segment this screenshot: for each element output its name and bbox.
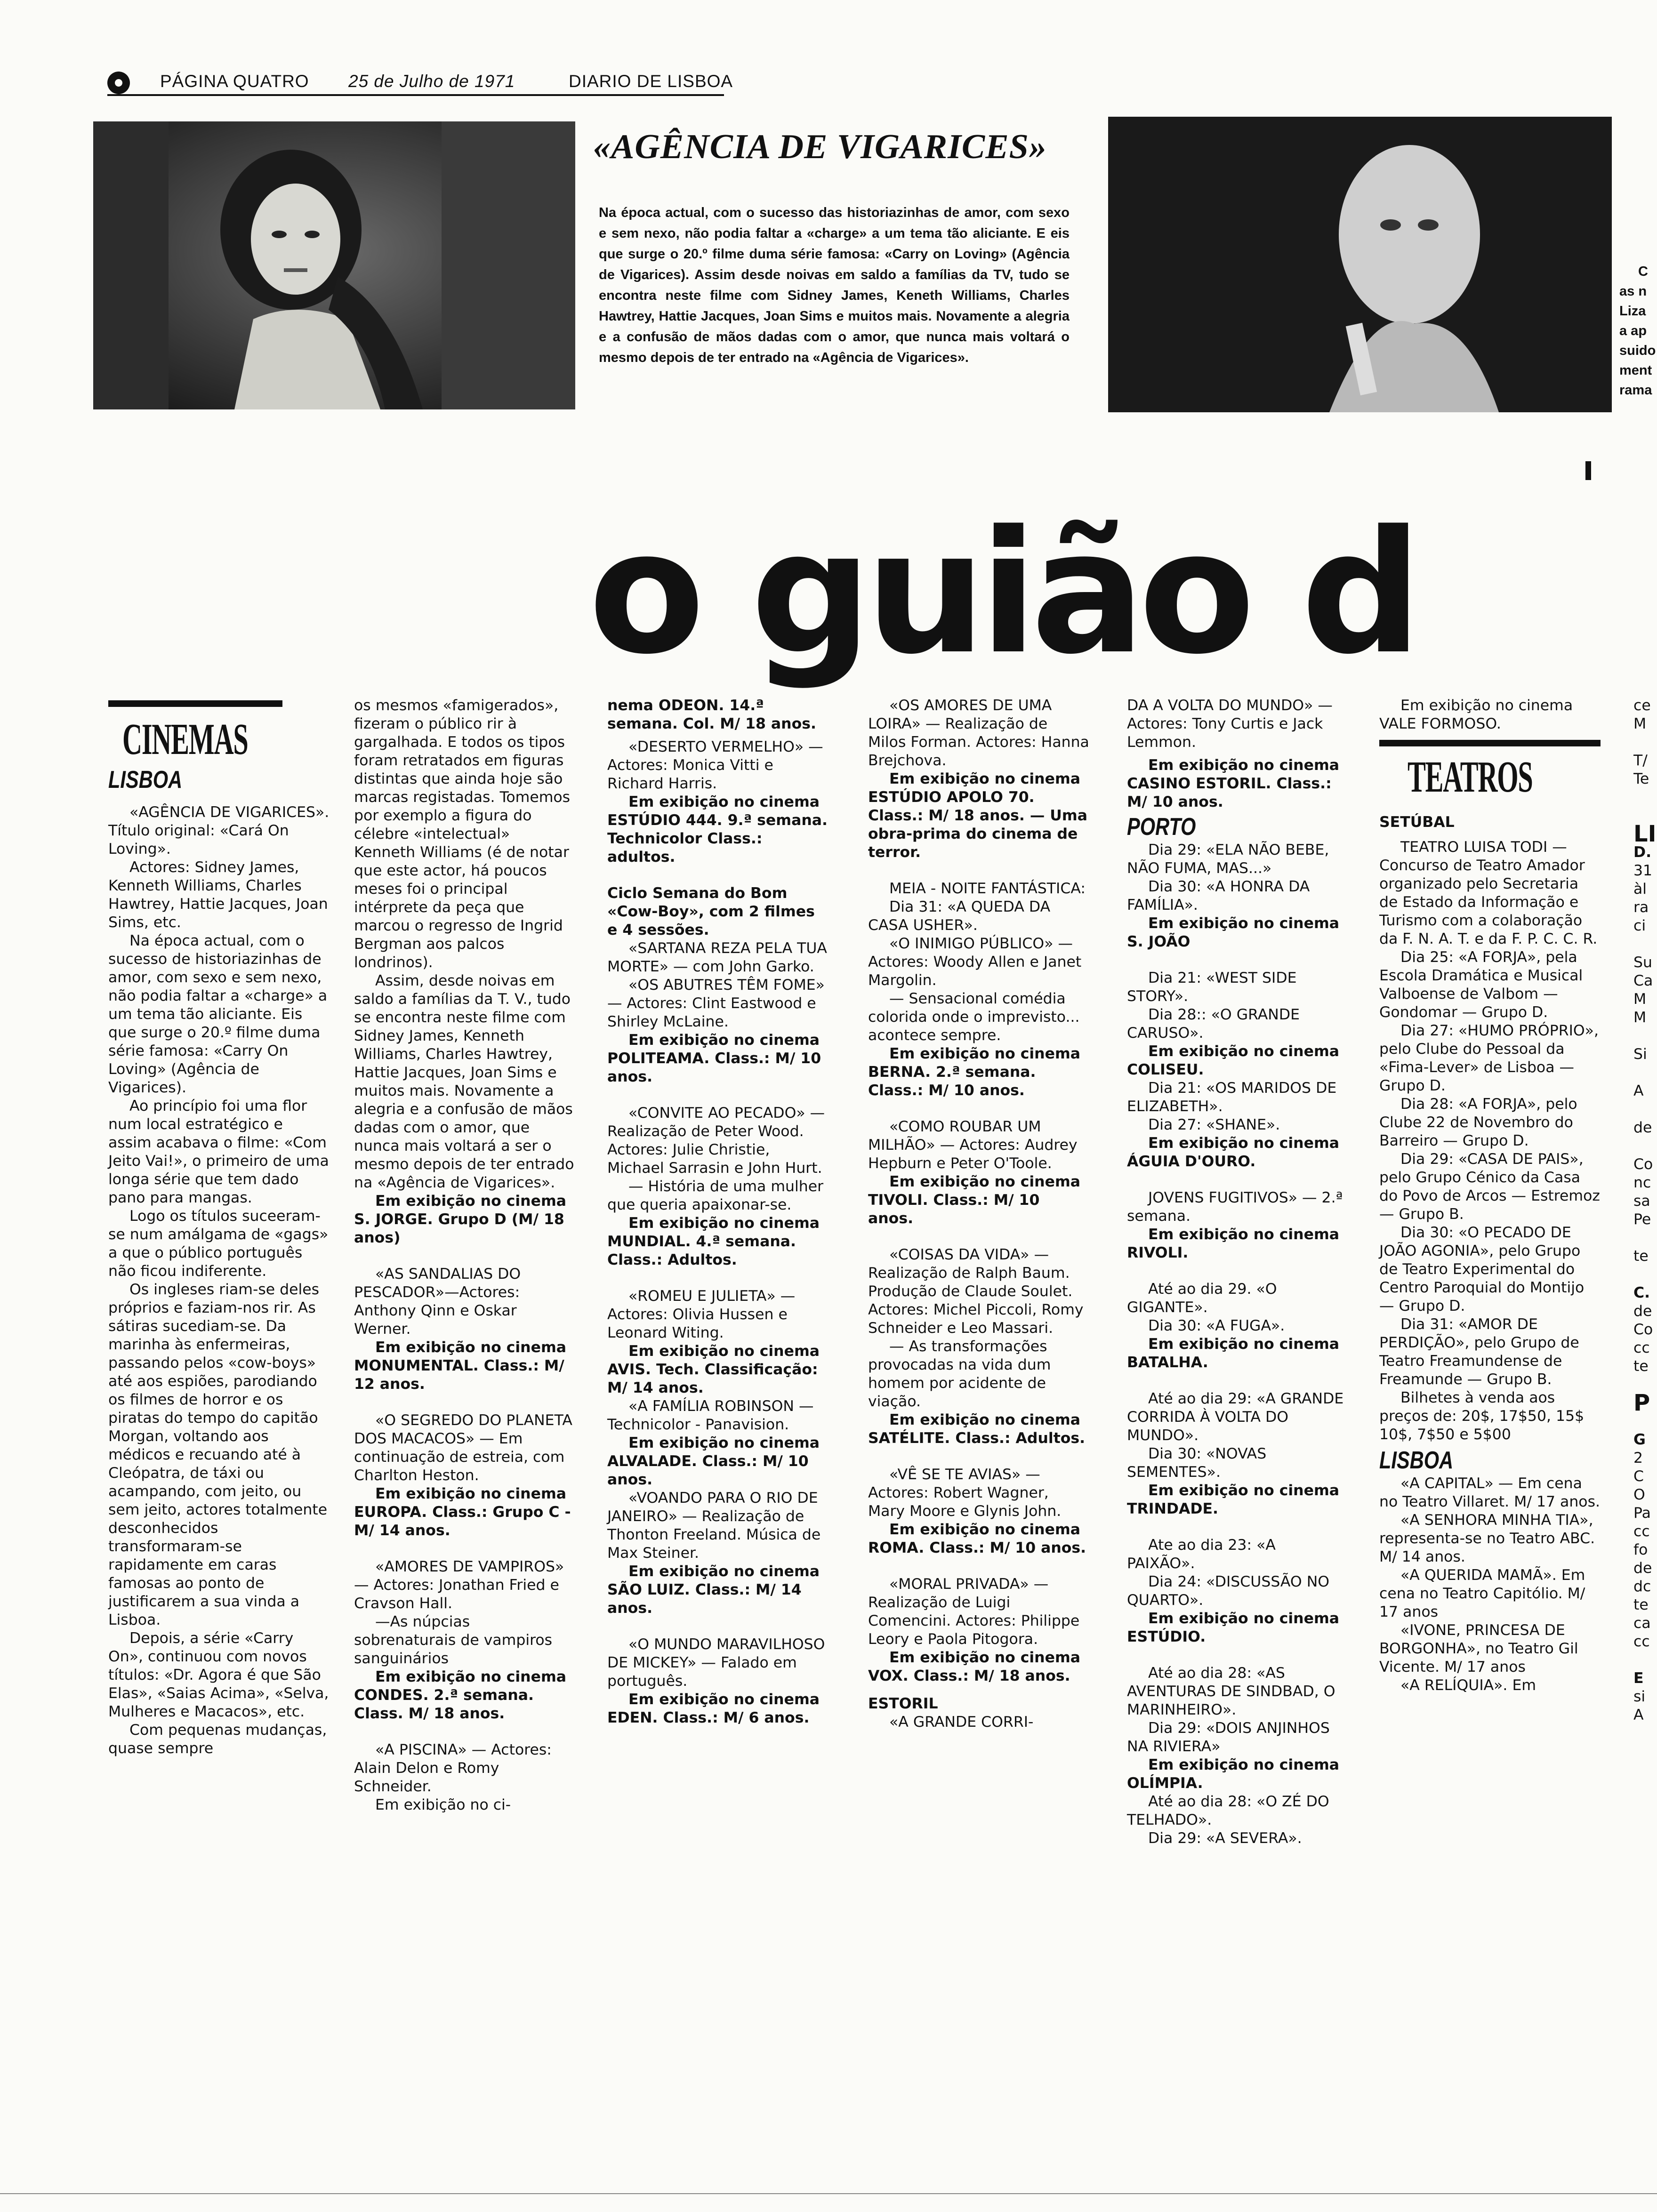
listing: —As núpcias sobrenaturais de vampiros sanguinários	[354, 1613, 553, 1667]
newspaper-name: DIARIO DE LISBOA	[569, 72, 733, 91]
page-label: PÁGINA QUATRO	[160, 72, 309, 91]
listing: «A QUERIDA MAMÃ». Em cena no Teatro Capitólio. M/ 17 anos	[1379, 1567, 1585, 1620]
listing: «OS AMORES DE UMA LOIRA» — Realização de Milos Forman. Actores: Hanna Brejchova.	[868, 697, 1089, 769]
listing: Os ingleses riam-se deles próprios e faziam-nos rir. As sátiras sucediam-se. Da marinha às enfermeiras, passando pelos «cow-boys» até aos espiões, parodiando os filmes de horror e os piratas do tempo do capitão Morgan, voltando aos médicos e recuando até à Cleópatra, de táxi ou acampando, com jeito, ou sem jeito, actores totalmente desconhecidos transformaram-se rapidamente em caras famosas ao ponto de justificarem a sua vinda a Lisboa.	[108, 1281, 328, 1628]
listing: Em exibição no cinema MONUMENTAL. Class.: M/ 12 anos.	[354, 1339, 567, 1393]
listing: Bilhetes à venda aos preços de: 20$, 17$50, 15$ 10$, 7$50 e 5$00	[1379, 1389, 1585, 1443]
teatros-heading: TEATROS	[1408, 753, 1533, 801]
listing: Dia 30: «A HONRA DA FAMÍLIA».	[1127, 878, 1310, 914]
listing: MEIA - NOITE FANTÁSTICA:	[889, 880, 1086, 897]
listing: Dia 28: «A FORJA», pelo Clube 22 de Novembro do Barreiro — Grupo D.	[1379, 1096, 1577, 1149]
column-5	[1127, 697, 1348, 1848]
page-number-dot	[107, 72, 130, 94]
listing: — Sensacional comédia colorida onde o imprevisto... acontece sempre.	[868, 990, 1080, 1044]
listing: Dia 31: «A QUEDA DA CASA USHER».	[868, 898, 1051, 934]
listing: Dia 21: «WEST SIDE STORY».	[1127, 970, 1297, 1005]
listing: «DESERTO VERMELHO» — Actores: Monica Vitti e Richard Harris.	[607, 738, 823, 792]
cinemas-heading: CINEMAS	[122, 715, 248, 764]
banner-mark	[1585, 461, 1591, 480]
listing: «VOANDO PARA O RIO DE JANEIRO» — Realização de Thonton Freeland. Música de Max Steiner.	[607, 1490, 821, 1562]
listing: Em exibição no cinema MUNDIAL. 4.ª semana. Class.: Adultos.	[607, 1215, 820, 1268]
listing: Ate ao dia 23: «A PAIXÃO».	[1127, 1537, 1276, 1572]
listing: «COISAS DA VIDA» — Realização de Ralph Baum. Produção de Claude Soulet. Actores: Michel Piccoli, Romy Schneider e Leo Massari.	[868, 1246, 1084, 1337]
listing: Em exibição no ci-	[375, 1796, 511, 1813]
listing: Em exibição no cinema TIVOLI. Class.: M/ 10 anos.	[868, 1173, 1081, 1227]
listing: Em exibição no cinema COLISEU.	[1127, 1043, 1340, 1078]
listing: Dia 24: «DISCUSSÃO NO QUARTO».	[1127, 1573, 1330, 1609]
setubal-heading: SETÚBAL	[1379, 814, 1455, 831]
listing: Dia 25: «A FORJA», pela Escola Dramática e Musical Valboense de Valbom — Gondomar — Grupo D.	[1379, 949, 1583, 1021]
listing: Dia 29: «ELA NÃO BEBE, NÃO FUMA, MAS...»	[1127, 842, 1329, 877]
listing: Assim, desde noivas em saldo a famílias da T. V., tudo se encontra neste filme com Sidney James, Kenneth Williams, Charles Hawtrey, Hattie Jacques, Joan Sims e muitos mais. Novamente a alegria e a confusão de mãos dadas com o amor, que nunca mais voltará a ser o mesmo depois de ter entrado na «Agência de Vigarices».	[354, 972, 574, 1191]
listing: Em exibição no cinema ROMA. Class.: M/ 10 anos.	[868, 1521, 1086, 1556]
listing: TEATRO LUISA TODI — Concurso de Teatro Amador organizado pelo Secretaria de Estado da Informação e Turismo com a colaboração da F. N. A. T. e da F. P. C. C. R.	[1379, 839, 1598, 947]
feature-caption-fragments: C as n Liza a ap suido ment rama	[1619, 264, 1656, 398]
bottom-rule	[0, 2193, 1657, 2194]
listing: «COMO ROUBAR UM MILHÃO» — Actores: Audrey Hepburn e Peter O'Toole.	[868, 1118, 1078, 1172]
listing: Ao princípio foi uma flor num local estratégico e assim acabava o filme: «Com Jeito Vai!», o primeiro de uma longa série que tem dado pano para mangas.	[108, 1098, 329, 1206]
listing: Dia 28:: «O GRANDE CARUSO».	[1127, 1006, 1300, 1042]
listing: DA A VOLTA DO MUNDO» — Actores: Tony Curtis e Jack Lemmon.	[1127, 697, 1333, 751]
listing: Em exibição no cinema ESTÚDIO APOLO 70. Class.: M/ 18 anos. — Uma obra-prima do cinema de terror.	[868, 770, 1087, 861]
listing: «A SENHORA MINHA TIA», representa-se no Teatro ABC. M/ 14 anos.	[1379, 1512, 1595, 1565]
cinemas-rule	[108, 700, 282, 707]
listing: Em exibição no cinema VOX. Class.: M/ 18 anos.	[868, 1649, 1081, 1684]
listing: «AMORES DE VAMPIROS» — Actores: Jonathan Fried e Cravson Hall.	[354, 1558, 564, 1612]
listing: Até ao dia 28: «AS AVENTURAS DE SINDBAD, O MARINHEIRO».	[1127, 1665, 1335, 1718]
column-3	[607, 697, 828, 1727]
column-4	[868, 697, 1089, 1731]
estoril-heading: ESTORIL	[868, 1695, 938, 1712]
listing: «AS SANDALIAS DO PESCADOR»—Actores: Anthony Qinn e Oskar Werner.	[354, 1266, 521, 1338]
listing: «A CAPITAL» — Em cena no Teatro Villaret. M/ 17 anos.	[1379, 1475, 1601, 1510]
listing: — As transformações provocadas na vida dum homem por acidente de viação.	[868, 1338, 1051, 1410]
listing: Dia 29: «DOIS ANJINHOS NA RIVIERA»	[1127, 1720, 1330, 1755]
listing: «A PISCINA» — Actores: Alain Delon e Romy Schneider.	[354, 1741, 552, 1795]
listing: Em exibição no cinema EUROPA. Class.: Grupo C - M/ 14 anos.	[354, 1485, 571, 1539]
listing: Em exibição no cinema AVIS. Tech. Classificação: M/ 14 anos.	[607, 1343, 820, 1396]
listing: Em exibição no cinema RIVOLI.	[1127, 1226, 1340, 1261]
listing: Em exibição no cinema S. JOÃO	[1127, 915, 1340, 950]
lisboa-theatre-heading: LISBOA	[1379, 1447, 1454, 1474]
listing: Actores: Sidney James, Kenneth Williams, Charles Hawtrey, Hattie Jacques, Joan Sims, etc.	[108, 859, 328, 931]
listing: Dia 21: «OS MARIDOS DE ELIZABETH».	[1127, 1080, 1337, 1115]
header-rule	[107, 94, 724, 96]
listing: Em exibição no cinema ALVALADE. Class.: M/ 10 anos.	[607, 1435, 820, 1488]
listing: Em exibição no cinema CONDES. 2.ª semana. Class. M/ 18 anos.	[354, 1668, 567, 1722]
listing: Com pequenas mudanças, quase sempre	[108, 1722, 327, 1757]
listing: «O SEGREDO DO PLANETA DOS MACACOS» — Em continuação de estreia, com Charlton Heston.	[354, 1412, 572, 1484]
banner-headline: o guião d	[588, 494, 1416, 691]
issue-date: 25 de Julho de 1971	[348, 72, 515, 91]
listing: Em exibição no cinema OLÍMPIA.	[1127, 1756, 1340, 1792]
listing: Dia 30: «A FUGA».	[1148, 1317, 1285, 1334]
listing: «A RELÍQUIA». Em	[1400, 1677, 1536, 1694]
listing: «AGÊNCIA DE VIGARICES». Título original: «Cará On Loving».	[108, 804, 330, 858]
listing: Dia 31: «AMOR DE PERDIÇÃO», pelo Grupo de Teatro Freamundense de Freamunde — Grupo B.	[1379, 1316, 1579, 1388]
listing: «A GRANDE CORRI-	[889, 1714, 1034, 1731]
feature-photo-left	[93, 121, 575, 409]
listing: Até ao dia 28: «O ZÉ DO TELHADO».	[1127, 1793, 1329, 1828]
listing: «O MUNDO MARAVILHOSO DE MICKEY» — Falado em português.	[607, 1636, 825, 1690]
listing: os mesmos «famigerados», fizeram o público rir à gargalhada. E todos os tipos foram retratados em figuras distintas que ainda hoje são marcas registadas. Tomemos por exemplo a figura do célebre «intelectual» Kenneth Williams (é de notar que este actor, há poucos meses foi o principal intérprete da peça que marcou o regresso de Ingrid Bergman aos palcos londrinos).	[354, 697, 571, 971]
listing: Ciclo Semana do Bom «Cow-Boy», com 2 filmes e 4 sessões.	[607, 885, 815, 938]
listing: Dia 29: «A SEVERA».	[1148, 1830, 1302, 1847]
listing: «OS ABUTRES TÊM FOME» — Actores: Clint Eastwood e Shirley McLaine.	[607, 977, 825, 1030]
listing: Logo os títulos suceeram-se num amálgama de «gags» a que o público português não ficou indiferente.	[108, 1208, 329, 1280]
listing: Até ao dia 29. «O GIGANTE».	[1127, 1281, 1277, 1316]
listing: «A FAMÍLIA ROBINSON — Technicolor - Panavision.	[607, 1398, 814, 1433]
column-1	[108, 697, 330, 1758]
listing: Dia 30: «O PECADO DE JOÃO AGONIA», pelo Grupo de Teatro Experimental do Centro Paroquial do Montijo — Grupo D.	[1379, 1224, 1585, 1314]
listing: Em exibição no cinema SATÉLITE. Class.: Adultos.	[868, 1411, 1086, 1447]
listing: Dia 27: «HUMO PRÓPRIO», pelo Clube do Pessoal da «Fima-Lever» de Lisboa — Grupo D.	[1379, 1022, 1599, 1094]
listing: Em exibição no cinema CASINO ESTORIL. Class.: M/ 10 anos.	[1127, 757, 1340, 810]
listing: Em exibição no cinema EDEN. Class.: M/ 6 anos.	[607, 1691, 820, 1726]
listing: Em exibição no cinema POLITEAMA. Class.: M/ 10 anos.	[607, 1032, 821, 1085]
listing: nema ODEON. 14.ª semana. Col. M/ 18 anos.	[607, 697, 816, 732]
feature-photo-right	[1108, 117, 1612, 412]
listing: Em exibição no cinema BERNA. 2.ª semana. Class.: M/ 10 anos.	[868, 1045, 1081, 1099]
listing: Em exibição no cinema SÃO LUIZ. Class.: M/ 14 anos.	[607, 1563, 820, 1617]
listing: JOVENS FUGITIVOS» — 2.ª semana.	[1127, 1189, 1343, 1225]
listing: Na época actual, com o sucesso de historiazinhas de amor, com sexo e sem nexo, não podia faltar a «charge» a um tema tão aliciante. Eis que surge o 20.º filme duma série famosa: «Carry On Loving» (Agência de Vigarices).	[108, 932, 328, 1096]
listing: «MORAL PRIVADA» — Realização de Luigi Comencini. Actores: Philippe Leory e Paola Pitogora.	[868, 1576, 1080, 1648]
listing: Em exibição no cinema VALE FORMOSO.	[1379, 697, 1573, 732]
listing: «VÊ SE TE AVIAS» — Actores: Robert Wagner, Mary Moore e Glynis John.	[868, 1466, 1062, 1520]
listing: Em exibição no cinema ÁGUIA D'OURO.	[1127, 1135, 1340, 1170]
listing: Dia 27: «SHANE».	[1148, 1116, 1280, 1133]
feature-lead-text: Na época actual, com o sucesso das historiazinhas de amor, com sexo e sem nexo, não podia faltar a «charge» a um tema tão aliciante. E eis que surge o 20.º filme duma série famosa: «Carry on Loving» (Agência de Vigarices). Assim desde noivas em saldo a famílias da TV, tudo se encontra neste filme com Sidney James, Keneth Williams, Charles Hawtrey, Hattie Jacques, Joan Sims e muitos mais. Novamente a alegria e a confusão de mãos dadas com o amor, que nunca mais voltará o mesmo depois de ter entrado na «Agência de Vigarices».	[599, 205, 1070, 365]
listing: Em exibição no cinema ESTÚDIO.	[1127, 1610, 1340, 1645]
listing: Em exibição no cinema BATALHA.	[1127, 1336, 1340, 1371]
listing: «SARTANA REZA PELA TUA MORTE» — com John Garko.	[607, 940, 827, 975]
listing: Em exibição no cinema TRINDADE.	[1127, 1482, 1340, 1517]
feature-headline: «AGÊNCIA DE VIGARICES»	[593, 128, 1047, 166]
teatros-rule	[1379, 740, 1601, 746]
listing: Em exibição no cinema S. JORGE. Grupo D (M/ 18 anos)	[354, 1193, 567, 1246]
column-7-fragments: ce M T/ Te LI D. 31 àl ra ci Su Ca M M Si A de Co nc sa Pe te C. de Co cc te P G 2 C O Pa cc fo de dc te ca cc E si A	[1633, 697, 1657, 1723]
listing: «CONVITE AO PECADO» — Realização de Peter Wood. Actores: Julie Christie, Michael Sarrasin e John Hurt.	[607, 1105, 825, 1177]
listing: Dia 29: «CASA DE PAIS», pelo Grupo Cénico da Casa do Povo de Arcos — Estremoz — Grupo B.	[1379, 1151, 1600, 1223]
listing: «IVONE, PRINCESA DE BORGONHA», no Teatro Gil Vicente. M/ 17 anos	[1379, 1622, 1578, 1675]
column-6	[1379, 697, 1601, 1695]
listing: Depois, a série «Carry On», continuou com novos títulos: «Dr. Agora é que São Elas», «Saias Acima», «Selva, Mulheres e Macacos», etc.	[108, 1630, 329, 1720]
column-2	[354, 697, 575, 1814]
porto-heading: PORTO	[1127, 813, 1196, 841]
lisboa-heading: LISBOA	[108, 766, 183, 793]
listing: «ROMEU E JULIETA» — Actores: Olivia Hussen e Leonard Witing.	[607, 1288, 796, 1341]
listing: Até ao dia 29: «A GRANDE CORRIDA À VOLTA DO MUNDO».	[1127, 1390, 1344, 1444]
listing: Dia 30: «NOVAS SEMENTES».	[1127, 1445, 1267, 1481]
listing: — História de uma mulher que queria apaixonar-se.	[607, 1178, 824, 1213]
listing: Em exibição no cinema ESTÚDIO 444. 9.ª semana. Technicolor Class.: adultos.	[607, 793, 828, 866]
listing: «O INIMIGO PÚBLICO» — Actores: Woody Allen e Janet Margolin.	[868, 935, 1082, 989]
